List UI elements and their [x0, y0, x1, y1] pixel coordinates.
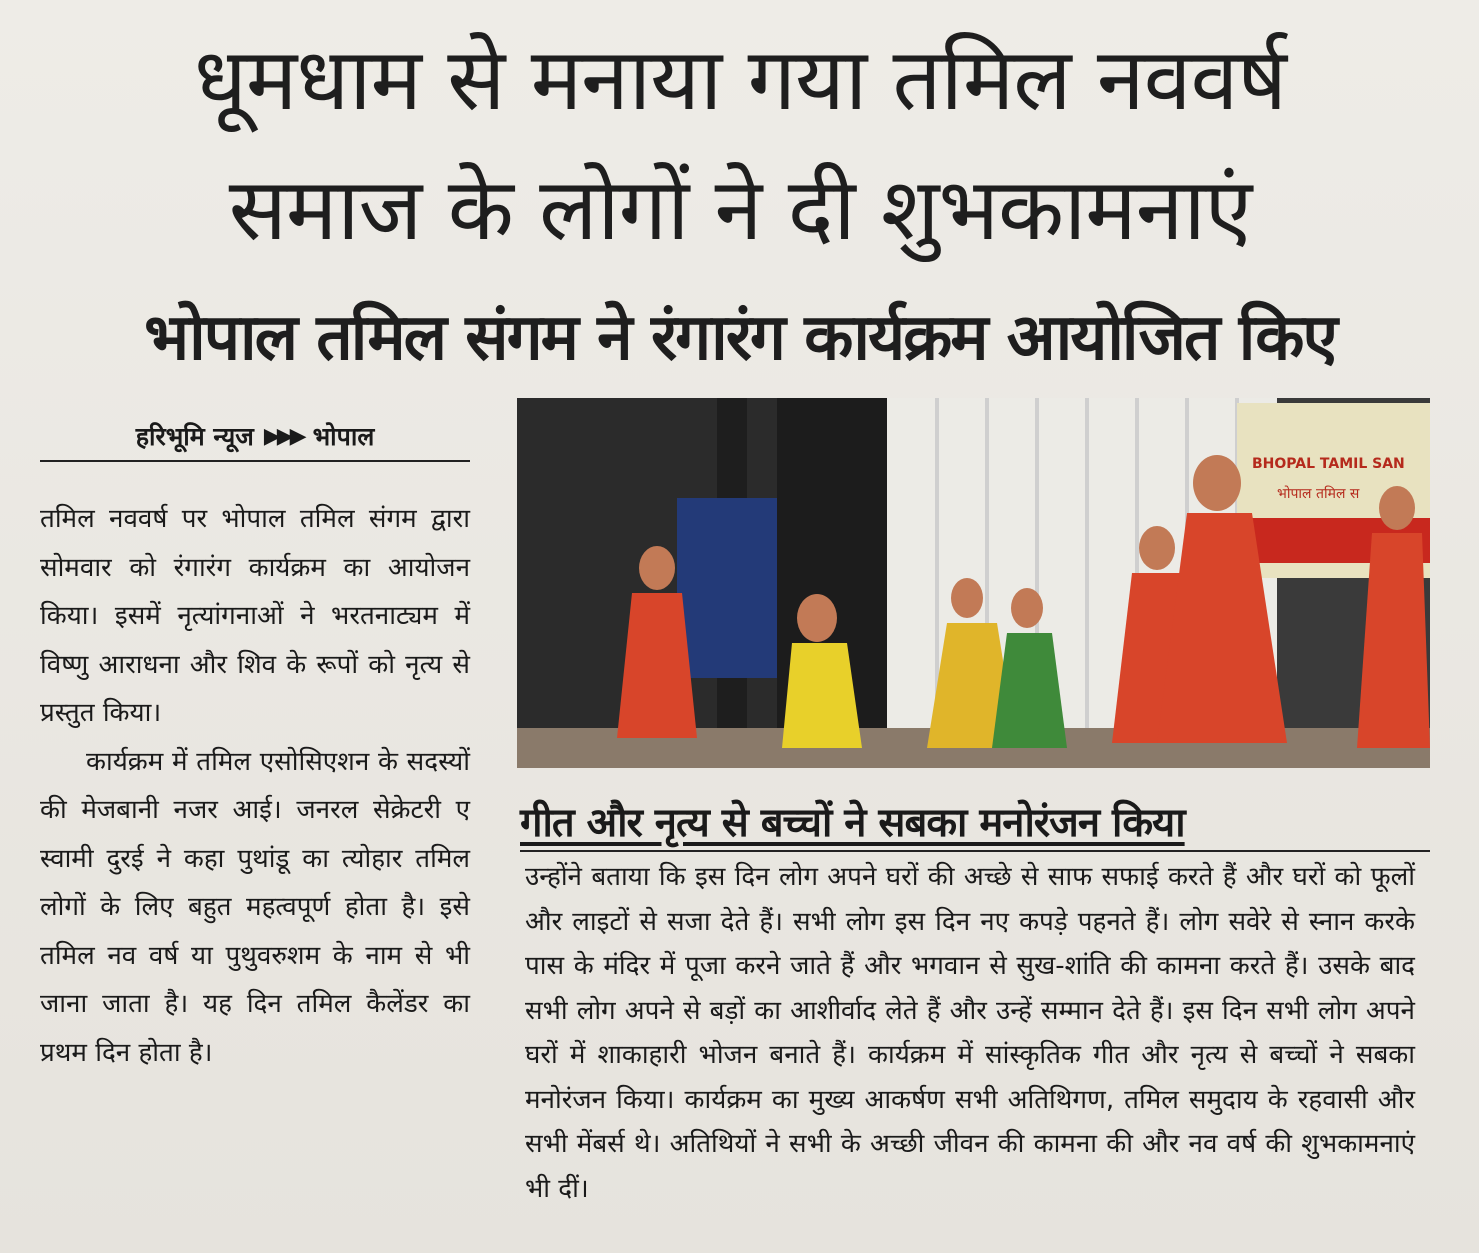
byline-place: भोपाल [312, 422, 375, 451]
subheadline [520, 796, 1430, 852]
left-column-text [40, 495, 470, 1077]
event-photo [517, 398, 1430, 768]
banner-text-2: भोपाल तमिल स [1277, 486, 1360, 502]
headline-line-2: समाज के लोगों ने दी शुभकामनाएं [228, 160, 1252, 260]
right-column-text [525, 855, 1415, 1211]
byline-arrows-icon: ▶▶▶ [263, 424, 303, 449]
headline-line-1: धूमधाम से मनाया गया तमिल नववर्ष [194, 30, 1286, 130]
byline [40, 414, 470, 462]
headline-line-3: भोपाल तमिल संगम ने रंगारंग कार्यक्रम आयोजित किए [144, 301, 1336, 375]
left-paragraph-1: तमिल नववर्ष पर भोपाल तमिल संगम द्वारा सोमवार को रंगारंग कार्यक्रम का आयोजन किया। इसमें नृत्यांगनाओं ने भरतनाट्यम में विष्णु आराधना और शिव के रूपों को नृत्य से प्रस्तुत किया। [40, 504, 470, 728]
left-paragraph-2: कार्यक्रम में तमिल एसोसिएशन के सदस्यों की मेजबानी नजर आई। जनरल सेक्रेटरी ए स्वामी दुरई ने कहा पुथांडू का त्योहार तमिल लोगों के लिए बहुत महत्वपूर्ण होता है। इसे तमिल नव वर्ष या पुथुवरुशम के नाम से भी जाना जाता है। यह दिन तमिल कैलेंडर का प्रथम दिन होता है। [40, 746, 470, 1068]
byline-source: हरिभूमि न्यूज [135, 422, 254, 451]
subheadline-text: गीत और नृत्य से बच्चों ने सबका मनोरंजन किया [520, 800, 1185, 846]
banner-text-1: BHOPAL TAMIL SAN [1252, 456, 1405, 472]
dance-performance-image [517, 398, 1430, 768]
right-paragraph: उन्होंने बताया कि इस दिन लोग अपने घरों की अच्छे से साफ सफाई करते हैं और घरों को फूलों और लाइटों से सजा देते हैं। सभी लोग इस दिन नए कपड़े पहनते हैं। लोग सवेरे से स्नान करके पास के मंदिर में पूजा करने जाते हैं और भगवान से सुख-शांति की कामना करते हैं। उसके बाद सभी लोग अपने से बड़ों का आशीर्वाद लेते हैं और उन्हें सम्मान देते हैं। इस दिन सभी लोग अपने घरों में शाकाहारी भोजन बनाते हैं। कार्यक्रम में सांस्कृतिक गीत और नृत्य से बच्चों ने सबका मनोरंजन किया। कार्यक्रम का मुख्य आकर्षण सभी अतिथिगण, तमिल समुदाय के रहवासी और सभी मेंबर्स थे। अतिथियों ने सभी के अच्छी जीवन की कामना की और नव वर्ष की शुभकामनाएं भी दीं। [525, 862, 1415, 1204]
